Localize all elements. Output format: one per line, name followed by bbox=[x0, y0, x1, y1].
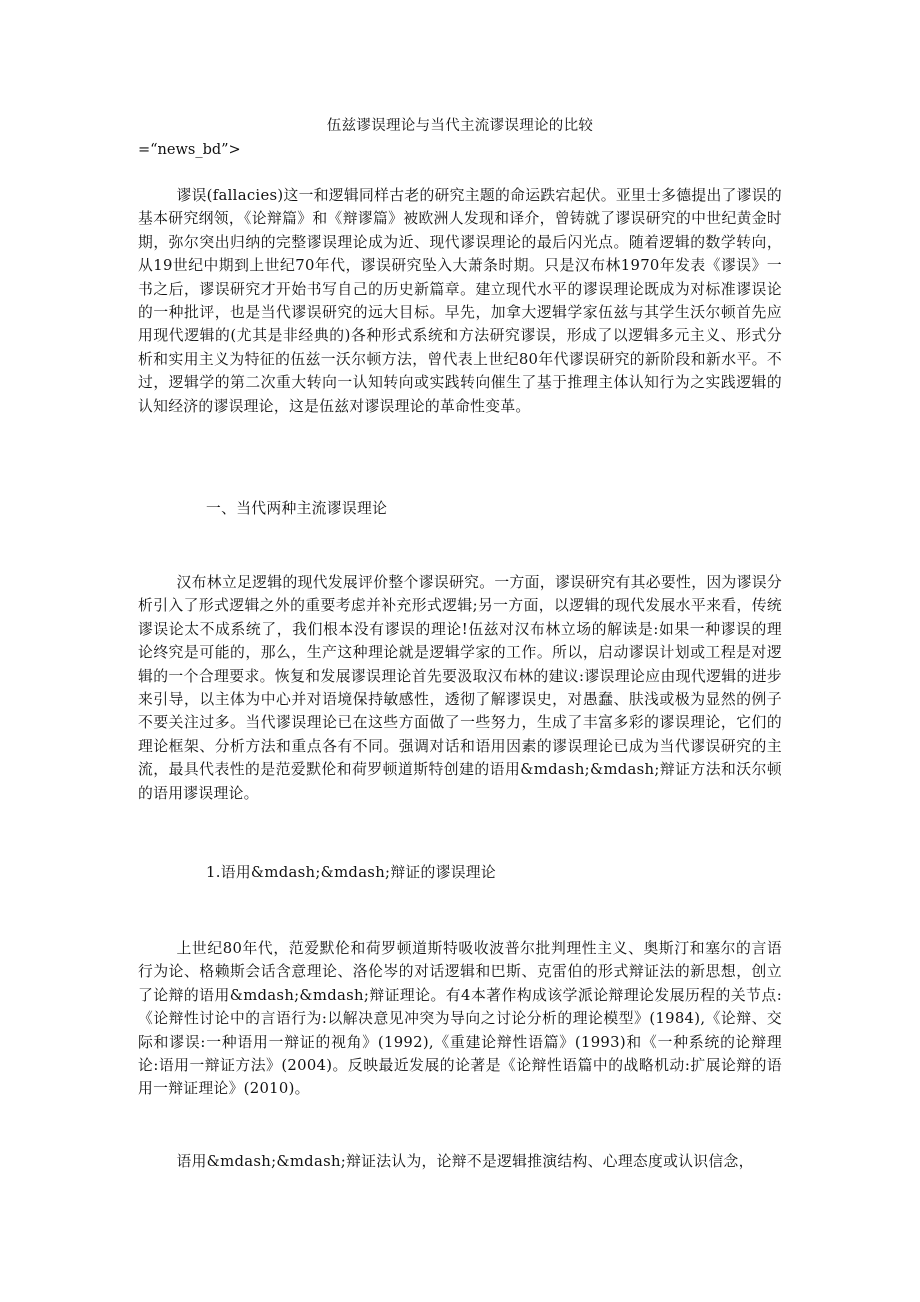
paragraph-pragma-dialectics-continued: 语用&mdash;&mdash;辩证法认为，论辩不是逻辑推演结构、心理态度或认识信念， bbox=[176, 1153, 754, 1170]
paragraph-hamblin: 汉布林立足逻辑的现代发展评价整个谬误研究。一方面，谬误研究有其必要性，因为谬误分析引入了形式逻辑之外的重要考虑并补充形式逻辑;另一方面，以逻辑的现代发展水平来看，传统谬误论太不成系统了，我们根本没有谬误的理论!伍兹对汉布林立场的解读是:如果一种谬误的理论终究是可能的，那么，生产这种理论就是逻辑学家的工作。所以，启动谬误计划或工程是对逻辑的一个合理要求。恢复和发展谬误理论首先要汲取汉布林的建议:谬误理论应由现代逻辑的进步来引导，以主体为中心并对语境保持敏感性，透彻了解谬误史，对愚蠢、肤浅或极为显然的例子不要关注过多。当代谬误理论已在这些方面做了一些努力，生成了丰富多彩的谬误理论，它们的理论框架、分析方法和重点各有不同。强调对话和语用因素的谬误理论已成为当代谬误研究的主流，最具代表性的是范爱默伦和荷罗顿道斯特创建的语用&mdash;&mdash;辩证方法和沃尔顿的语用谬误理论。 bbox=[138, 574, 782, 802]
paragraph-pragma-dialectics: 上世纪80年代，范爱默伦和荷罗顿道斯特吸收波普尔批判理性主义、奥斯汀和塞尔的言语行为论、格赖斯会话含意理论、洛伦岑的对话逻辑和巴斯、克雷伯的形式辩证法的新思想，创立了论辩的语用&mdash;&mdash;辩证理论。有4本著作构成该学派论辩理论发展历程的关节点:《论辩性讨论中的言语行为:以解决意见冲突为导向之讨论分析的理论模型》(1984),《论辩、交际和谬误:一种语用一辩证的视角》(1992),《重建论辩性语篇》(1993)和《一种系统的论辩理论:语用一辩证方法》(2004)。反映最近发展的论著是《论辩性语篇中的战略机动:扩展论辩的语用一辩证理论》(2010)。 bbox=[138, 940, 782, 1098]
stray-markup-text: =“news_bd”> bbox=[138, 142, 241, 158]
section-heading-1-1: 1.语用&mdash;&mdash;辩证的谬误理论 bbox=[206, 864, 496, 881]
section-heading-1: 一、当代两种主流谬误理论 bbox=[206, 500, 388, 517]
document-title: 伍兹谬误理论与当代主流谬误理论的比较 bbox=[326, 118, 594, 134]
paragraph-intro: 谬误(fallacies)这一和逻辑同样古老的研究主题的命运跌宕起伏。亚里士多德提出了谬误的基本研究纲领，《论辩篇》和《辩谬篇》被欧洲人发现和译介，曾铸就了谬误研究的中世纪黄金时期，弥尔突出归纳的完整谬误理论成为近、现代谬误理论的最后闪光点。随着逻辑的数学转向，从19世纪中期到上世纪70年代，谬误研究坠入大萧条时期。只是汉布林1970年发表《谬误》一书之后，谬误研究才开始书写自己的历史新篇章。建立现代水平的谬误理论既成为对标准谬误论的一种批评，也是当代谬误研究的远大目标。早先，加拿大逻辑学家伍兹与其学生沃尔顿首先应用现代逻辑的(尤其是非经典的)各种形式系统和方法研究谬误，形成了以逻辑多元主义、形式分析和实用主义为特征的伍兹一沃尔顿方法，曾代表上世纪80年代谬误研究的新阶段和新水平。不过，逻辑学的第二次重大转向一认知转向或实践转向催生了基于推理主体认知行为之实践逻辑的认知经济的谬误理论，这是伍兹对谬误理论的革命性变革。 bbox=[138, 187, 782, 415]
